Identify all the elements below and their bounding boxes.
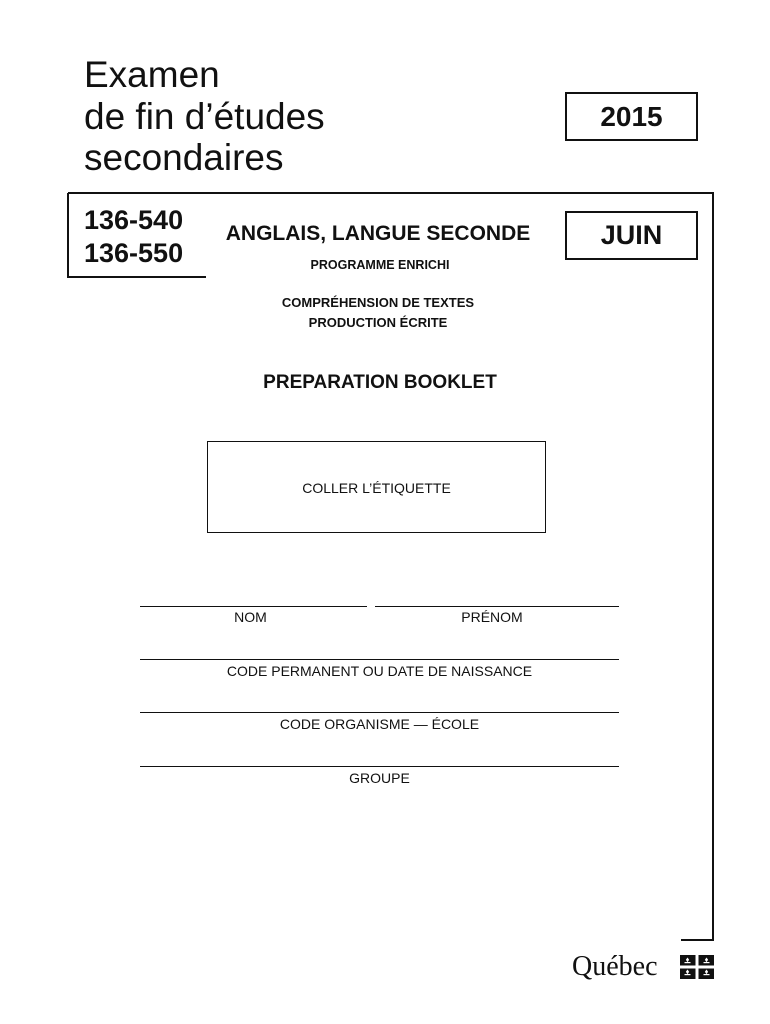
- exam-title-line-2: de fin d’études: [84, 96, 325, 137]
- code-organisme-label: CODE ORGANISME — ÉCOLE: [279, 716, 480, 732]
- code-organisme-line[interactable]: [140, 712, 619, 713]
- component-reading: COMPRÉHENSION DE TEXTES: [281, 295, 475, 310]
- groupe-line[interactable]: [140, 766, 619, 767]
- quebec-flag-icon: [680, 955, 714, 979]
- course-code-1: 136-540: [84, 205, 184, 235]
- code-permanent-line[interactable]: [140, 659, 619, 660]
- exam-title-line-3: secondaires: [84, 137, 284, 178]
- sticker-label-instruction: COLLER L’ÉTIQUETTE: [302, 480, 451, 496]
- booklet-title: PREPARATION BOOKLET: [263, 372, 497, 393]
- exam-year: 2015: [600, 100, 663, 132]
- prenom-label: PRÉNOM: [461, 609, 523, 625]
- exam-title-line-1: Examen: [84, 54, 220, 95]
- course-code-2: 136-550: [84, 238, 184, 268]
- nom-line[interactable]: [140, 606, 367, 607]
- code-permanent-label: CODE PERMANENT OU DATE DE NAISSANCE: [226, 663, 533, 679]
- quebec-logo-text: Québec: [572, 951, 658, 982]
- month-box: [565, 211, 698, 260]
- nom-label: NOM: [234, 609, 267, 625]
- prenom-line[interactable]: [375, 606, 619, 607]
- program-label: PROGRAMME ENRICHI: [310, 258, 450, 272]
- subject-title: ANGLAIS, LANGUE SECONDE: [225, 222, 531, 245]
- exam-month: JUIN: [600, 220, 663, 250]
- component-writing: PRODUCTION ÉCRITE: [308, 315, 448, 330]
- groupe-label: GROUPE: [349, 770, 410, 786]
- sticker-label-area[interactable]: [207, 441, 546, 533]
